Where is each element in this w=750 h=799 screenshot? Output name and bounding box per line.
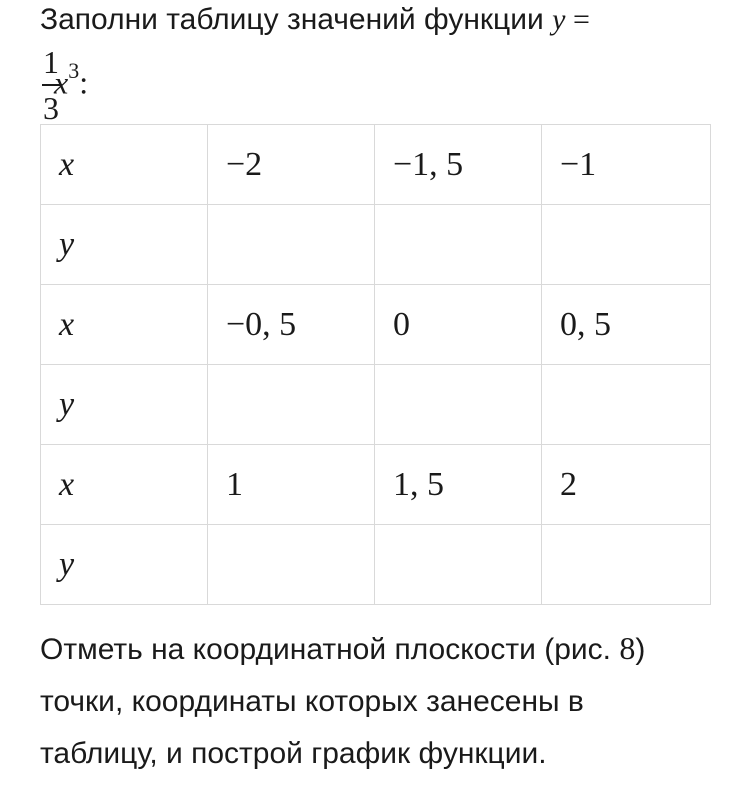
figure-number: 8 [619,630,636,666]
instruction-part-1: Отметь на координатной плоскости (рис. [40,633,620,666]
x-value-cell: 1, 5 [375,445,542,525]
x-value-cell: 2 [542,445,711,525]
task-text: Заполни таблицу значений функции [40,3,553,36]
instruction-part-2: ) [635,633,646,666]
x-value-cell: 0, 5 [542,285,711,365]
table-row [41,445,711,525]
y-value-cell[interactable] [208,365,375,445]
table-row [41,125,711,205]
row-label-y: y [41,365,208,445]
y-value-cell[interactable] [375,525,542,605]
instruction-line-3: таблицу, и построй график функции. [40,737,547,770]
x-value-cell: −0, 5 [208,285,375,365]
row-label-y: y [41,525,208,605]
row-label-x: x [41,285,208,365]
instruction-text [40,622,730,780]
values-table [40,124,711,605]
table-row [41,525,711,605]
values-table-body [41,125,711,605]
table-row [41,285,711,365]
y-value-cell[interactable] [542,205,711,285]
x-value-cell: 0 [375,285,542,365]
y-value-cell[interactable] [542,365,711,445]
power-expression [54,58,89,102]
y-value-cell[interactable] [375,365,542,445]
equals-sign: = [565,3,590,36]
task-statement [40,0,720,40]
row-label-x: x [41,125,208,205]
function-variable-x: x [54,64,69,101]
fraction-numerator: 1 [43,44,59,80]
x-value-cell: −2 [208,125,375,205]
exponent: 3 [68,58,80,83]
y-value-cell[interactable] [208,525,375,605]
x-value-cell: −1, 5 [375,125,542,205]
table-row [41,205,711,285]
x-value-cell: −1 [542,125,711,205]
row-label-y: y [41,205,208,285]
function-variable-y: y [552,3,566,36]
instruction-line-1 [40,622,730,676]
y-value-cell[interactable] [375,205,542,285]
y-value-cell[interactable] [542,525,711,605]
x-value-cell: 1 [208,445,375,525]
row-label-x: x [41,445,208,525]
fraction-denominator: 3 [43,90,59,126]
colon: : [79,64,89,101]
table-row [41,365,711,445]
y-value-cell[interactable] [208,205,375,285]
instruction-line-2: точки, координаты которых занесены в [40,685,584,718]
